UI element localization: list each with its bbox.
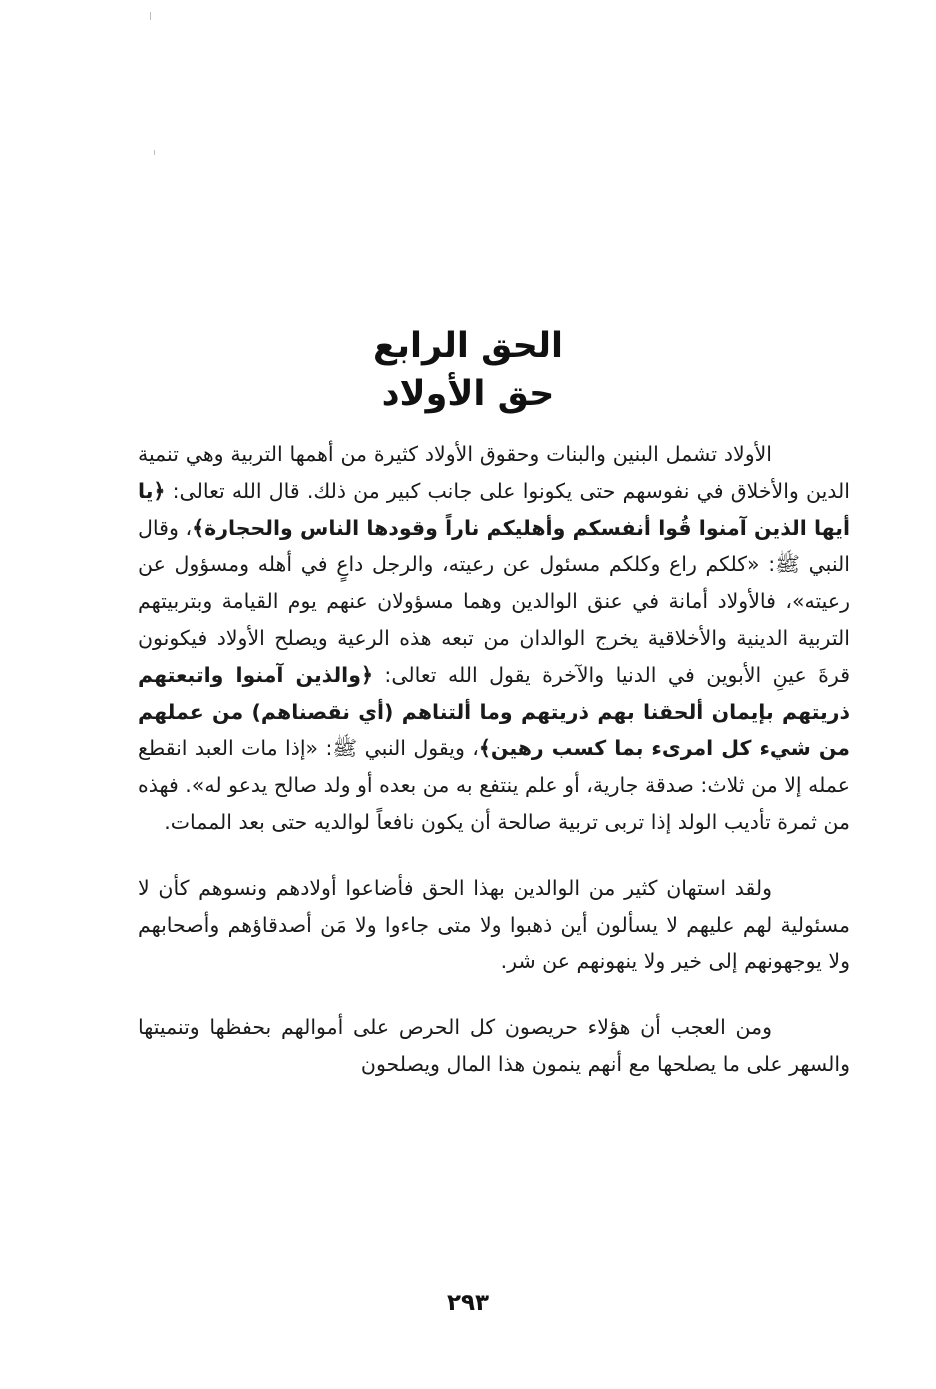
page-number: ٢٩٣ — [446, 1290, 490, 1316]
chapter-subtitle: حق الأولاد — [381, 374, 555, 414]
paragraph-segment: الأولاد تشمل البنين والبنات وحقوق الأولاد كثيرة من أهمها التربية وهي تنمية الدين والأخلاق في نفوسهم حتى يكونوا على جانب كبير من ذلك. قال الله تعالى: — [138, 442, 850, 503]
paragraph-segment: ، ويقول النبي ﷺ: «إذا مات العبد انقطع عمله إلا من ثلاث: صدقة جارية، أو علم ينتفع به من بعده أو ولد صالح يدعو له». فهذه من ثمرة تأديب الولد إذا تربى تربية صالحة أن يكون نافعاً لوالديه حتى بعد الممات. — [138, 736, 850, 834]
scan-speck — [150, 12, 151, 20]
scan-speck — [154, 150, 155, 155]
chapter-title: الحق الرابع — [372, 326, 564, 366]
quran-quote: ﴿يا أيها الذين آمنوا قُوا أنفسكم وأهليكم ناراً وقودها الناس والحجارة﴾ — [138, 478, 850, 540]
paragraph-neglect: ولقد استهان كثير من الوالدين بهذا الحق فأضاعوا أولادهم ونسوهم كأن لا مسئولية لهم عليهم لا يسألون أين ذهبوا ولا متى جاءوا ولا مَن أصدقاؤهم وأصحابهم ولا يوجهونهم إلى خير ولا ينهونهم عن شر. — [138, 875, 850, 974]
paragraph-children-rights — [138, 436, 850, 841]
chapter-heading — [0, 322, 936, 418]
paragraph-wealth: ومن العجب أن هؤلاء حريصون كل الحرص على أموالهم بحفظها وتنميتها والسهر على ما يصلحها مع أنهم ينمون هذا المال ويصلحون — [138, 1015, 850, 1076]
quran-quote: ﴿والذين آمنوا واتبعتهم ذريتهم بإيمان ألحقنا بهم ذريتهم وما ألتناهم (أي نقصناهم) من عملهم من شيء كل امرىء بما كسب رهين﴾ — [138, 662, 850, 761]
body-text — [138, 436, 850, 1083]
paragraph-segment: ، وقال النبي ﷺ: «كلكم راع وكلكم مسئول عن رعيته، والرجل داعٍ في أهله ومسؤول عن رعيته»، فالأولاد أمانة في عنق الوالدين وهما مسؤولان عنهم يوم القيامة وبتربيتهم التربية الدينية والأخلاقية يخرج الوالدان من تبعه هذه الرعية ويصلح الأولاد فيكونون قرةَ عينِ الأبوين في الدنيا والآخرة يقول الله تعالى: — [138, 515, 850, 687]
